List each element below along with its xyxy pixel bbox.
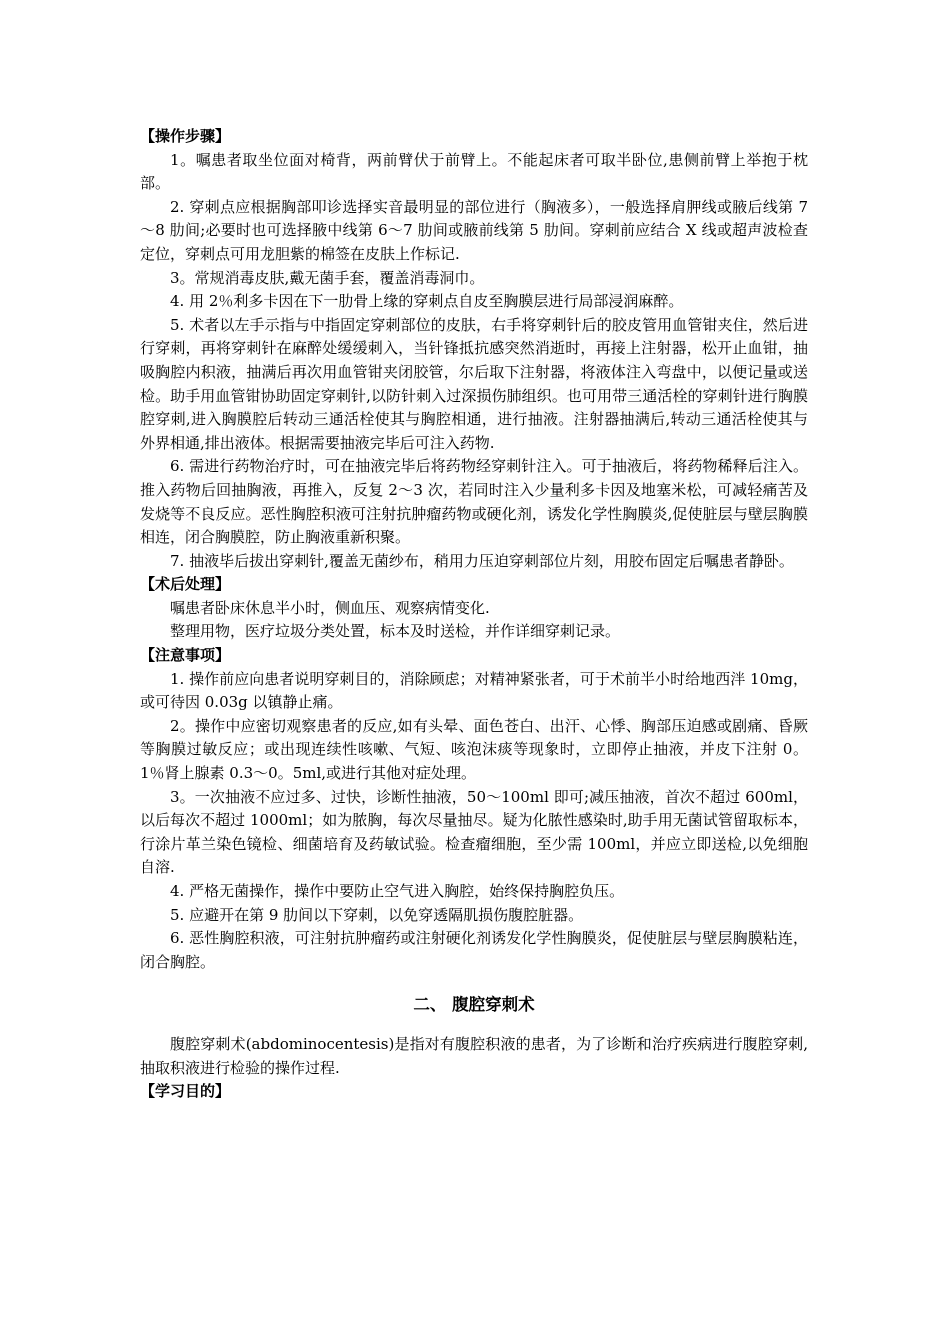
heading-learning-objectives: 【学习目的】 xyxy=(140,1082,231,1101)
step-5: 5. 术者以左手示指与中指固定穿刺部位的皮肤，右手将穿刺针后的胶皮管用血管钳夹住，然后进行穿刺，再将穿刺针在麻醉处缓缓刺入，当针锋抵抗感突然消逝时，再接上注射器，松开止血钳，抽吸胸腔内积液，抽满后再次用血管钳夹闭胶管，尔后取下注射器，将液体注入弯盘中，以便记量或送检。助手用血管钳协助固定穿刺针,以防针刺入过深损伤肺组织。也可用带三通活栓的穿刺针进行胸膜腔穿刺,进入胸膜腔后转动三通活栓使其与胸腔相通，进行抽液。注射器抽满后,转动三通活栓使其与外界相通,排出液体。根据需要抽液完毕后可注入药物. xyxy=(140,315,808,452)
step-7: 7. 抽液毕后拔出穿刺针,覆盖无菌纱布，稍用力压迫穿刺部位片刻，用胶布固定后嘱患者静卧。 xyxy=(170,551,794,570)
precaution-5: 5. 应避开在第 9 肋间以下穿刺，以免穿透隔肌损伤腹腔脏器。 xyxy=(170,905,584,924)
post-op-1: 嘱患者卧床休息半小时，侧血压、观察病情变化. xyxy=(170,598,490,617)
section-title: 二、 腹腔穿刺术 xyxy=(413,995,535,1015)
step-4: 4. 用 2％利多卡因在下一肋骨上缘的穿刺点自皮至胸膜层进行局部浸润麻醉。 xyxy=(170,292,684,311)
step-1: 1。嘱患者取坐位面对椅背，两前臂伏于前臂上。不能起床者可取半卧位,患侧前臂上举抱于枕部。 xyxy=(140,150,808,193)
precaution-2: 2。操作中应密切观察患者的反应,如有头晕、面色苍白、出汗、心悸、胸部压迫感或剧痛、昏厥等胸膜过敏反应；或出现连续性咳嗽、气短、咳泡沫痰等现象时，立即停止抽液，并皮下注射 0。1％肾上腺素 0.3～0。5ml,或进行其他对症处理。 xyxy=(140,716,808,783)
step-6: 6. 需进行药物治疗时，可在抽液完毕后将药物经穿刺针注入。可于抽液后，将药物稀释后注入。推入药物后回抽胸液，再推入，反复 2～3 次，若同时注入少量利多卡因及地塞米松，可减轻痛苦及发烧等不良反应。恶性胸腔积液可注射抗肿瘤药物或硬化剂，诱发化学性胸膜炎,促使脏层与壁层胸膜相连，闭合胸膜腔，防止胸液重新积聚。 xyxy=(140,457,808,547)
precaution-3: 3。一次抽液不应过多、过快，诊断性抽液，50～100ml 即可;减压抽液，首次不超过 600ml，以后每次不超过 1000ml；如为脓胸，每次尽量抽尽。疑为化脓性感染时,助手用无菌试管留取标本，行涂片革兰染色镜检、细菌培育及药敏试验。检查瘤细胞，至少需 100ml，并应立即送检,以免细胞自溶. xyxy=(140,787,808,877)
precaution-4: 4. 严格无菌操作，操作中要防止空气进入胸腔，始终保持胸腔负压。 xyxy=(170,882,625,900)
step-2: 2. 穿刺点应根据胸部叩诊选择实音最明显的部位进行（胸液多），一般选择肩胛线或腋后线第 7～8 肋间;必要时也可选择腋中线第 6～7 肋间或腋前线第 5 肋间。穿刺前应结合 X 线或超声波检查定位，穿刺点可用龙胆紫的棉签在皮肤上作标记. xyxy=(140,197,808,263)
post-op-2: 整理用物，医疗垃圾分类处置，标本及时送检，并作详细穿刺记录。 xyxy=(170,622,621,641)
heading-precautions: 【注意事项】 xyxy=(140,646,231,665)
precaution-6: 6. 恶性胸腔积液，可注射抗肿瘤药或注射硬化剂诱发化学性胸膜炎，促使脏层与壁层胸膜粘连，闭合胸腔。 xyxy=(140,929,808,971)
precaution-1: 1. 操作前应向患者说明穿刺目的，消除顾虑；对精神紧张者，可于术前半小时给地西泮 10mg，或可待因 0.03g 以镇静止痛。 xyxy=(140,669,808,712)
heading-procedure-steps: 【操作步骤】 xyxy=(140,127,231,145)
document-body xyxy=(140,125,808,1104)
step-3: 3。常规消毒皮肤,戴无菌手套，覆盖消毒洞巾。 xyxy=(170,268,485,287)
heading-post-op: 【术后处理】 xyxy=(140,575,231,594)
intro-paragraph: 腹腔穿刺术(abdominocentesis)是指对有腹腔积液的患者，为了诊断和治疗疾病进行腹腔穿刺,抽取积液进行检验的操作过程. xyxy=(140,1034,808,1077)
